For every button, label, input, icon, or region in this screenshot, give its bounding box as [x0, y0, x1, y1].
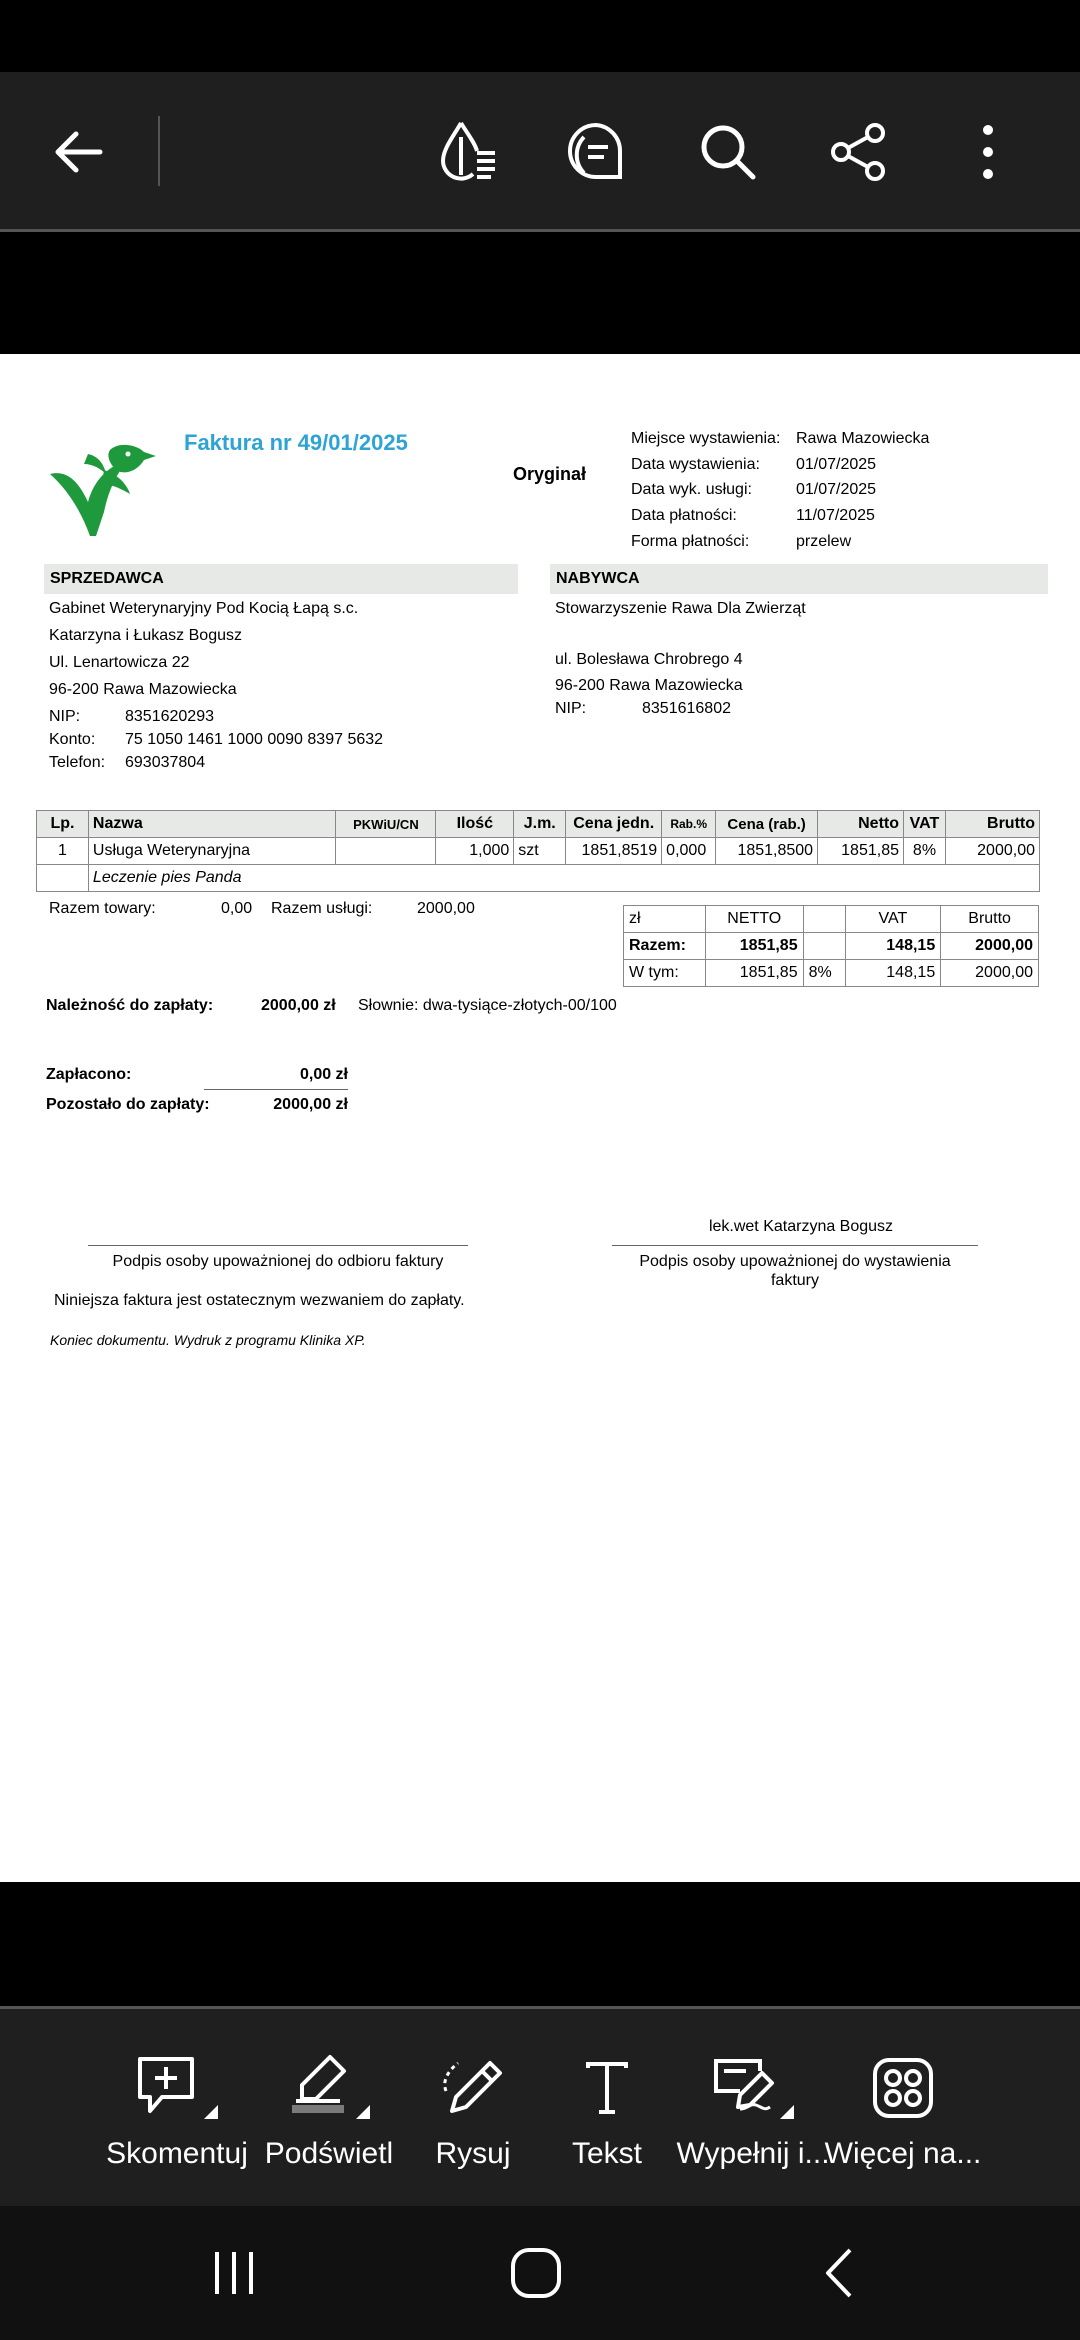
cell-pkwiu: [336, 838, 436, 865]
seller-header: SPRZEDAWCA: [44, 564, 518, 594]
more-options-button[interactable]: [938, 72, 1038, 232]
buyer-city: 96-200 Rawa Mazowiecka: [555, 677, 743, 694]
meta-label-place: Miejsce wystawienia:: [631, 430, 781, 447]
paid-label: Zapłacono:: [46, 1066, 132, 1083]
items-table: [36, 810, 1040, 892]
issuer-name: lek.wet Katarzyna Bogusz: [708, 1218, 894, 1235]
services-total-value: 2000,00: [417, 900, 475, 917]
buyer-name: Stowarzyszenie Rawa Dla Zwierząt: [555, 600, 806, 617]
comment-tool-label: Skomentuj: [106, 2137, 248, 2170]
more-tools-icon: [871, 2056, 935, 2120]
summary-breakdown-row: [624, 960, 1039, 987]
status-bar: [0, 0, 1080, 72]
seller-phone: 693037804: [125, 754, 206, 771]
text-icon: [582, 2058, 632, 2118]
col-header: Nazwa: [88, 811, 336, 838]
goods-total-label: Razem towary:: [49, 900, 156, 917]
comments-list-button[interactable]: [545, 72, 645, 232]
seller-name: Gabinet Weterynaryjny Pod Kocią Łapą s.c.: [49, 600, 359, 617]
text-tool-label: Tekst: [571, 2137, 643, 2170]
comment-list-icon: [560, 117, 630, 187]
share-button[interactable]: [808, 72, 908, 232]
more-tools-button[interactable]: [824, 2009, 982, 2209]
amount-due-value: 2000,00 zł: [261, 997, 336, 1014]
col-header: Netto: [818, 811, 904, 838]
meta-value-payment-method: przelew: [796, 533, 852, 550]
system-back-icon: [820, 2246, 860, 2300]
summary-cell: 2000,00: [941, 933, 1039, 960]
item-note: Leczenie pies Panda: [88, 865, 1039, 892]
amount-due-label: Należność do zapłaty:: [46, 997, 214, 1014]
summary-cell: Razem:: [624, 933, 706, 960]
toolbar-divider: [158, 116, 160, 186]
seller-nip: 8351620293: [125, 708, 214, 725]
seller-account-label: Konto:: [49, 731, 96, 748]
draw-tool-button[interactable]: [398, 2009, 548, 2209]
seller-phone-label: Telefon:: [49, 754, 106, 771]
col-header: Cena (rab.): [716, 811, 818, 838]
cell-gross: 2000,00: [945, 838, 1039, 865]
fill-sign-tool-button[interactable]: [678, 2009, 828, 2209]
buyer-street: ul. Bolesława Chrobrego 4: [555, 651, 743, 668]
table-header-row: [37, 811, 1040, 838]
bottom-toolbar: [0, 2006, 1080, 2206]
remaining-label: Pozostało do zapłaty:: [46, 1096, 210, 1113]
seller-account: 75 1050 1461 1000 0090 8397 5632: [125, 731, 384, 748]
original-label: Oryginał: [513, 464, 587, 484]
meta-value-place: Rawa Mazowiecka: [796, 430, 930, 447]
final-notice: Niniejsza faktura jest ostatecznym wezwaniem do zapłaty.: [54, 1292, 465, 1309]
issuer-signature-caption-line1: Podpis osoby upoważnionej do wystawienia: [639, 1253, 951, 1270]
recent-apps-button[interactable]: [164, 2206, 304, 2340]
seller-nip-label: NIP:: [49, 708, 81, 725]
meta-value-issue-date: 01/07/2025: [796, 456, 877, 473]
draw-pencil-icon: [438, 2053, 508, 2123]
summary-cell: 8%: [803, 960, 845, 987]
clinic-logo: [46, 440, 158, 540]
fill-sign-icon: [710, 2053, 796, 2123]
share-icon: [827, 121, 889, 183]
seller-street: Ul. Lenartowicza 22: [49, 654, 190, 671]
buyer-nip: 8351616802: [642, 700, 731, 717]
back-arrow-icon: [50, 124, 106, 180]
seller-owners: Katarzyna i Łukasz Bogusz: [49, 627, 242, 644]
meta-value-service-date: 01/07/2025: [796, 481, 877, 498]
add-comment-icon: [134, 2053, 220, 2123]
draw-tool-label: Rysuj: [435, 2137, 511, 2170]
col-header: Brutto: [945, 811, 1039, 838]
highlight-tool-button[interactable]: [254, 2009, 404, 2209]
summary-cell: 148,15: [845, 960, 941, 987]
issuer-signature-caption-line2: faktury: [770, 1272, 819, 1289]
col-header: PKWiU/CN: [336, 811, 436, 838]
home-button[interactable]: [466, 2206, 606, 2340]
seller-city: 96-200 Rawa Mazowiecka: [49, 681, 237, 698]
system-back-button[interactable]: [770, 2206, 910, 2340]
highlighter-icon: [286, 2053, 372, 2123]
search-icon: [698, 122, 758, 182]
fill-sign-tool-label: Wypełnij i...: [676, 2137, 830, 2170]
summary-cell: VAT: [845, 906, 941, 933]
meta-label-payment-method: Forma płatności:: [631, 533, 750, 550]
invoice-page: [0, 354, 1080, 1882]
highlight-tool-label: Podświetl: [264, 2137, 394, 2170]
meta-label-service-date: Data wyk. usługi:: [631, 481, 752, 498]
text-tool-button[interactable]: [532, 2009, 682, 2209]
goods-total-value: 0,00: [221, 900, 253, 917]
search-button[interactable]: [678, 72, 778, 232]
summary-cell: W tym:: [624, 960, 706, 987]
viewer-background-top: [0, 235, 1080, 354]
issuer-signature-line: [612, 1245, 978, 1246]
receiver-signature-line: [88, 1245, 468, 1246]
cell-qty: 1,000: [436, 838, 514, 865]
meta-value-payment-date: 11/07/2025: [796, 507, 875, 524]
cell-vat: 8%: [904, 838, 946, 865]
col-header: Cena jedn.: [566, 811, 662, 838]
cell-discount: 0,000: [662, 838, 716, 865]
viewer-background-bottom: [0, 1882, 1080, 2006]
receiver-signature-caption: Podpis osoby upoważnionej do odbioru faktury: [112, 1253, 444, 1270]
invoice-title: Faktura nr 49/01/2025: [184, 430, 408, 455]
cell-lp: 1: [37, 838, 89, 865]
summary-header-row: [624, 906, 1039, 933]
reading-mode-icon: [433, 117, 503, 187]
cell-discounted-price: 1851,8500: [716, 838, 818, 865]
comment-tool-button[interactable]: [102, 2009, 252, 2209]
col-header: J.m.: [514, 811, 566, 838]
summary-cell: 1851,85: [705, 933, 803, 960]
vat-summary-table: [623, 905, 1039, 987]
cell-unit: szt: [514, 838, 566, 865]
summary-total-row: [624, 933, 1039, 960]
paid-value: 0,00 zł: [299, 1066, 348, 1083]
home-icon: [509, 2246, 563, 2300]
summary-cell: 148,15: [845, 933, 941, 960]
summary-cell: 1851,85: [705, 960, 803, 987]
reading-mode-button[interactable]: [418, 72, 518, 232]
summary-cell: [803, 933, 845, 960]
system-navigation-bar: [0, 2206, 1080, 2340]
summary-cell: zł: [624, 906, 706, 933]
table-row: [37, 838, 1040, 865]
summary-cell: Brutto: [941, 906, 1039, 933]
more-options-icon: [978, 124, 998, 180]
cell-name: Usługa Weterynaryjna: [88, 838, 336, 865]
document-footer: Koniec dokumentu. Wydruk z programu Klinika XP.: [50, 1332, 366, 1348]
cell-unit-price: 1851,8519: [566, 838, 662, 865]
cell-net: 1851,85: [818, 838, 904, 865]
col-header: Ilość: [436, 811, 514, 838]
buyer-nip-label: NIP:: [555, 700, 587, 717]
summary-cell: 2000,00: [941, 960, 1039, 987]
summary-cell: [803, 906, 845, 933]
col-header: Lp.: [37, 811, 89, 838]
paid-underline: [204, 1089, 348, 1090]
col-header: Rab.%: [662, 811, 716, 838]
meta-label-issue-date: Data wystawienia:: [631, 456, 760, 473]
remaining-value: 2000,00 zł: [273, 1096, 348, 1113]
top-app-bar: [0, 72, 1080, 232]
services-total-label: Razem usługi:: [271, 900, 373, 917]
more-tools-label: Więcej na...: [824, 2137, 982, 2170]
amount-in-words: Słownie: dwa-tysiące-złotych-00/100: [358, 997, 617, 1014]
col-header: VAT: [904, 811, 946, 838]
buyer-header: NABYWCA: [550, 564, 1048, 594]
meta-label-payment-date: Data płatności:: [631, 507, 737, 524]
recent-apps-icon: [209, 2248, 259, 2298]
back-button[interactable]: [28, 72, 128, 232]
table-note-row: [37, 865, 1040, 892]
summary-cell: NETTO: [705, 906, 803, 933]
